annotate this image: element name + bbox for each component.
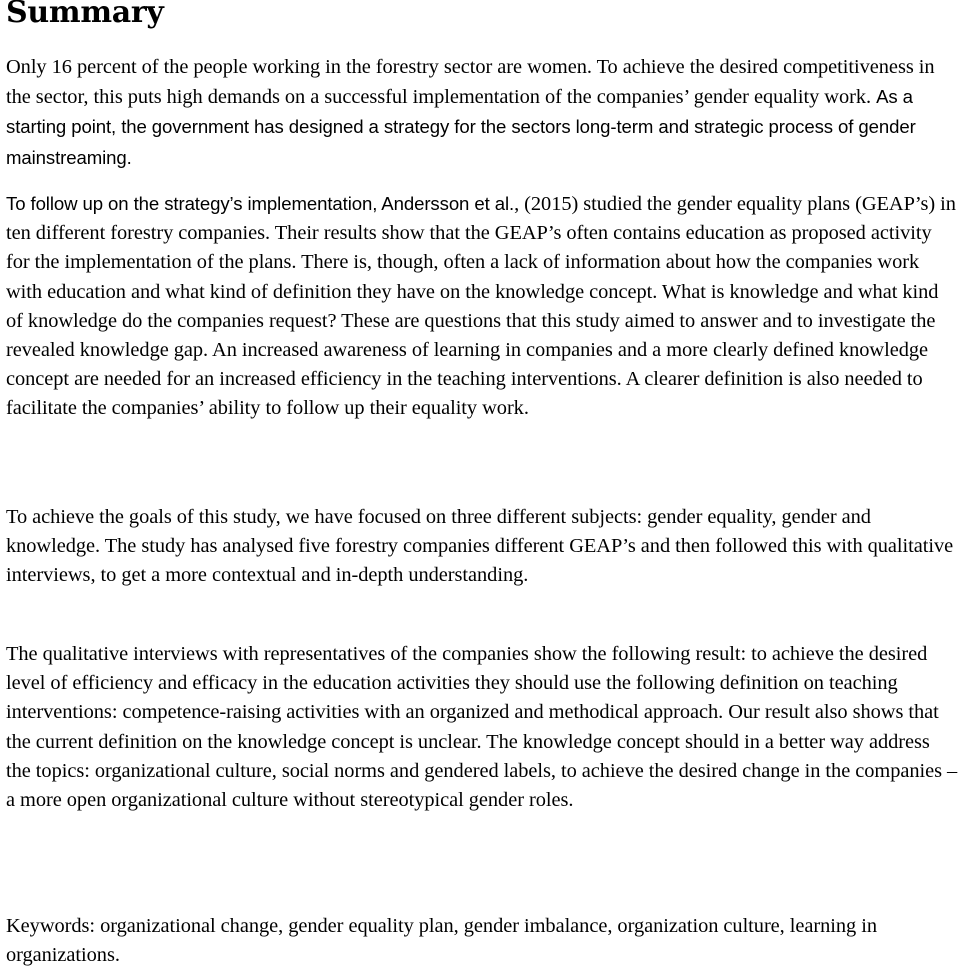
summary-paragraph-1 [6,53,958,173]
summary-paragraph-3: To achieve the goals of this study, we have focused on three different subjects: gender equality, gender and knowledge. The study has analysed five forestry companies different GEAP’s and then followed this with qualitative interviews, to get a more contextual and in-depth understanding. [6,506,954,587]
paragraph-1-serif-text: Only 16 percent of the people working in the forestry sector are women. To achieve the desired competitiveness in the sector, this puts high demands on a successful implementation of the companies’ gender equality work. [6,56,935,109]
page-title: Summary [6,0,164,30]
summary-paragraph-2 [6,189,958,424]
summary-paragraph-4: The qualitative interviews with representatives of the companies show the following result: to achieve the desired level of efficiency and efficacy in the education activities they should use the following definition on teaching interventions: competence-raising activities with an organized and methodical approach. Our result also shows that the current definition on the knowledge concept is unclear. The knowledge concept should in a better way address the topics: organizational culture, social norms and gendered labels, to achieve the desired change in the companies – a more open organizational culture without stereotypical gender roles. [6,643,958,812]
keywords-paragraph: Keywords: organizational change, gender equality plan, gender imbalance, organization culture, learning in organizations. [6,915,877,967]
paragraph-2-serif-text: , (2015) studied the gender equality plans (GEAP’s) in ten different forestry companies. Their results show that the GEAP’s often contains education as proposed activity for the implementation of the plans. There is, though, often a lack of information about how the companies work with education and what kind of definition they have on the knowledge concept. What is knowledge and what kind of knowledge do the companies request? These are questions that this study aimed to answer and to investigate the revealed knowledge gap. An increased awareness of learning in companies and a more clearly defined knowledge concept are needed for an increased efficiency in the teaching interventions. A clearer definition is also needed to facilitate the companies’ ability to follow up their equality work. [6,193,956,420]
document-page [6,0,958,967]
paragraph-2-sans-text: To follow up on the strategy’s implementation, Andersson et al. [6,193,515,214]
paragraph-1-sans-text: As a starting point, the government has designed a strategy for the sectors long-term and strategic process of gender mainstreaming. [6,86,916,168]
